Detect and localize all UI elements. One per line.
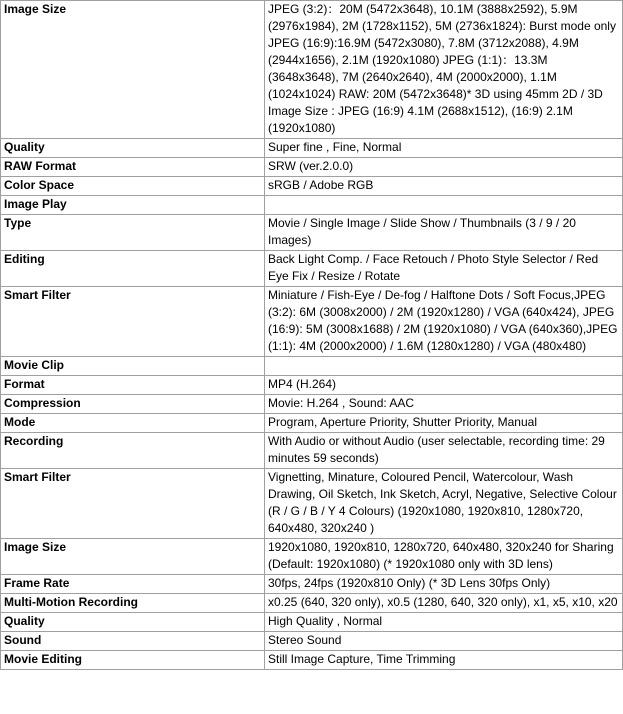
spec-label: Smart Filter <box>1 287 265 357</box>
spec-value <box>265 357 623 376</box>
spec-label: Frame Rate <box>1 575 265 594</box>
spec-value: Miniature / Fish-Eye / De-fog / Halftone Dots / Soft Focus,JPEG (3:2): 6M (3008x2000) / 2M (1920x1280) / VGA (640x424), JPEG (16:9): 5M (3008x1688) / 2M (1920x1080) / VGA (640x360),JPEG (1:1): 4M (2000x2000) / 1.6M (1280x1280) / VGA (480x480) <box>265 287 623 357</box>
spec-label: Type <box>1 215 265 251</box>
spec-value: SRW (ver.2.0.0) <box>265 158 623 177</box>
spec-value: 1920x1080, 1920x810, 1280x720, 640x480, 320x240 for Sharing (Default: 1920x1080) (* 1920x1080 only with 3D lens) <box>265 539 623 575</box>
spec-value: Still Image Capture, Time Trimming <box>265 651 623 670</box>
spec-value: Stereo Sound <box>265 632 623 651</box>
spec-row-mode <box>1 414 623 433</box>
spec-label: Mode <box>1 414 265 433</box>
spec-row-frame-rate <box>1 575 623 594</box>
spec-label: Compression <box>1 395 265 414</box>
spec-label: Quality <box>1 139 265 158</box>
spec-value: Movie / Single Image / Slide Show / Thumbnails (3 / 9 / 20 Images) <box>265 215 623 251</box>
spec-value: Movie: H.264 , Sound: AAC <box>265 395 623 414</box>
spec-section-label: Image Play <box>1 196 265 215</box>
spec-label: Image Size <box>1 539 265 575</box>
spec-value: Program, Aperture Priority, Shutter Priority, Manual <box>265 414 623 433</box>
spec-value: Super fine , Fine, Normal <box>265 139 623 158</box>
spec-row-compression <box>1 395 623 414</box>
spec-value: x0.25 (640, 320 only), x0.5 (1280, 640, 320 only), x1, x5, x10, x20 <box>265 594 623 613</box>
spec-label: Sound <box>1 632 265 651</box>
spec-row-format <box>1 376 623 395</box>
spec-row-movie-clip <box>1 357 623 376</box>
spec-row-smart-filter <box>1 287 623 357</box>
spec-section-label: Movie Clip <box>1 357 265 376</box>
spec-row-multi-motion <box>1 594 623 613</box>
spec-label: Smart Filter <box>1 469 265 539</box>
spec-value: With Audio or without Audio (user selectable, recording time: 29 minutes 59 seconds) <box>265 433 623 469</box>
spec-row-type <box>1 215 623 251</box>
spec-row-color-space <box>1 177 623 196</box>
spec-label: Quality <box>1 613 265 632</box>
spec-value: Back Light Comp. / Face Retouch / Photo Style Selector / Red Eye Fix / Resize / Rotate <box>265 251 623 287</box>
spec-row-image-play <box>1 196 623 215</box>
spec-value: JPEG (3:2)：20M (5472x3648), 10.1M (3888x2592), 5.9M (2976x1984), 2M (1728x1152), 5M (2736x1824): Burst mode only JPEG (16:9):16.9M (5472x3080), 7.8M (3712x2088), 4.9M (2944x1656), 2.1M (1920x1080) JPEG (1:1)：13.3M (3648x3648), 7M (2640x2640), 4M (2000x2000), 1.1M (1024x1024) RAW: 20M (5472x3648)* 3D using 45mm 2D / 3D Image Size : JPEG (16:9) 4.1M (2688x1512), (16:9) 2.1M (1920x1080) <box>265 1 623 139</box>
spec-label: Format <box>1 376 265 395</box>
spec-value: High Quality , Normal <box>265 613 623 632</box>
spec-label: Multi-Motion Recording <box>1 594 265 613</box>
spec-label: RAW Format <box>1 158 265 177</box>
spec-value: 30fps, 24fps (1920x810 Only) (* 3D Lens 30fps Only) <box>265 575 623 594</box>
spec-value: Vignetting, Minature, Coloured Pencil, Watercolour, Wash Drawing, Oil Sketch, Ink Sketch, Acryl, Negative, Selective Colour (R / G / B / Y 4 Colours) (1920x1080, 1920x810, 1280x720, 640x480, 320x240 ) <box>265 469 623 539</box>
spec-label: Recording <box>1 433 265 469</box>
spec-row-sound <box>1 632 623 651</box>
spec-value: MP4 (H.264) <box>265 376 623 395</box>
spec-row-quality <box>1 139 623 158</box>
spec-row-movie-quality <box>1 613 623 632</box>
spec-label: Color Space <box>1 177 265 196</box>
spec-row-smart-filter-movie <box>1 469 623 539</box>
spec-row-movie-editing <box>1 651 623 670</box>
spec-row-movie-image-size <box>1 539 623 575</box>
spec-value: sRGB / Adobe RGB <box>265 177 623 196</box>
spec-label: Movie Editing <box>1 651 265 670</box>
spec-label: Editing <box>1 251 265 287</box>
spec-label: Image Size <box>1 1 265 139</box>
spec-row-raw-format <box>1 158 623 177</box>
spec-value <box>265 196 623 215</box>
spec-row-recording <box>1 433 623 469</box>
spec-row-image-size <box>1 1 623 139</box>
spec-row-editing <box>1 251 623 287</box>
